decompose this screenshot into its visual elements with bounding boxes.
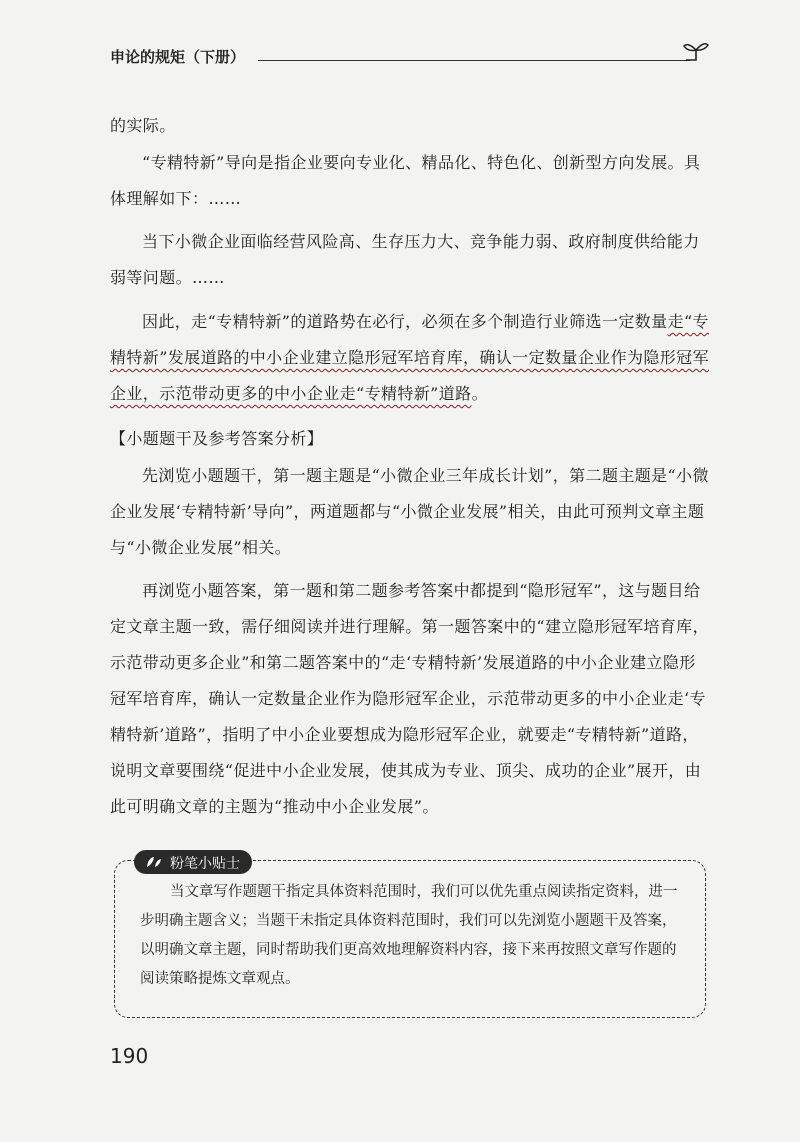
conclusion-text: 因此，走“专精特新”的道路势在必行，必须在多个制造行业筛选一定数量 [142, 312, 668, 331]
page-number: 190 [110, 1044, 149, 1068]
leaf-icon [146, 855, 162, 869]
paragraph-conclusion [110, 304, 710, 412]
tip-text: 当文章写作题题干指定具体资料范围时，我们可以优先重点阅读指定资料，进一步明确主题含义；当题干未指定具体资料范围时，我们可以先浏览小题题干及答案，以明确文章主题，同时帮助我们更高效地理解资料内容，接下来再按照文章写作题的阅读策略提炼文章观点。 [140, 884, 678, 987]
paragraph-question-analysis: 先浏览小题题干，第一题主题是“小微企业三年成长计划”，第二题主题是“小微企业发展‘专精特新’导向”，两道题都与“小微企业发展”相关，由此可预判文章主题与“小微企业发展”相关。 [110, 466, 709, 557]
header-rule [258, 60, 690, 61]
tip-label-text: 粉笔小贴士 [170, 856, 240, 872]
paragraph-problems: 当下小微企业面临经营风险高、生存压力大、竞争能力弱、政府制度供给能力弱等问题。…… [110, 232, 700, 287]
conclusion-end: 。 [471, 384, 488, 403]
paragraph-continuation: 的实际。 [110, 116, 176, 135]
underlined-key-sentence: 走“专精特新”发展道路的中小企业建立隐形冠军培育库，确认一定数量企业作为隐形冠军企业，示范带动更多的中小企业走“专精特新”道路 [110, 312, 709, 403]
book-title: 申论的规矩（下册） [110, 48, 246, 66]
paragraph-directive-definition: “专精特新”导向是指企业要向专业化、精品化、特色化、创新型方向发展。具体理解如下：…… [110, 153, 701, 208]
tip-label [134, 850, 252, 874]
section-heading: 【小题题干及参考答案分析】 [110, 429, 324, 448]
sprout-icon [682, 38, 710, 66]
running-header [110, 44, 710, 74]
paragraph-answer-analysis: 再浏览小题答案，第一题和第二题参考答案中都提到“隐形冠军”，这与题目给定文章主题一致，需仔细阅读并进行理解。第一题答案中的“建立隐形冠军培育库，示范带动更多企业”和第二题答案中的“走‘专精特新’发展道路的中小企业建立隐形冠军培育库，确认一定数量企业作为隐形冠军企业，示范带动更多的中小企业走‘专精特新’道路”，指明了中小企业要想成为隐形冠军企业，就要走“专精特新”道路，说明文章要围绕“促进中小企业发展，使其成为专业、顶尖、成功的企业”展开，由此可明确文章的主题为“推动中小企业发展”。 [110, 581, 709, 816]
